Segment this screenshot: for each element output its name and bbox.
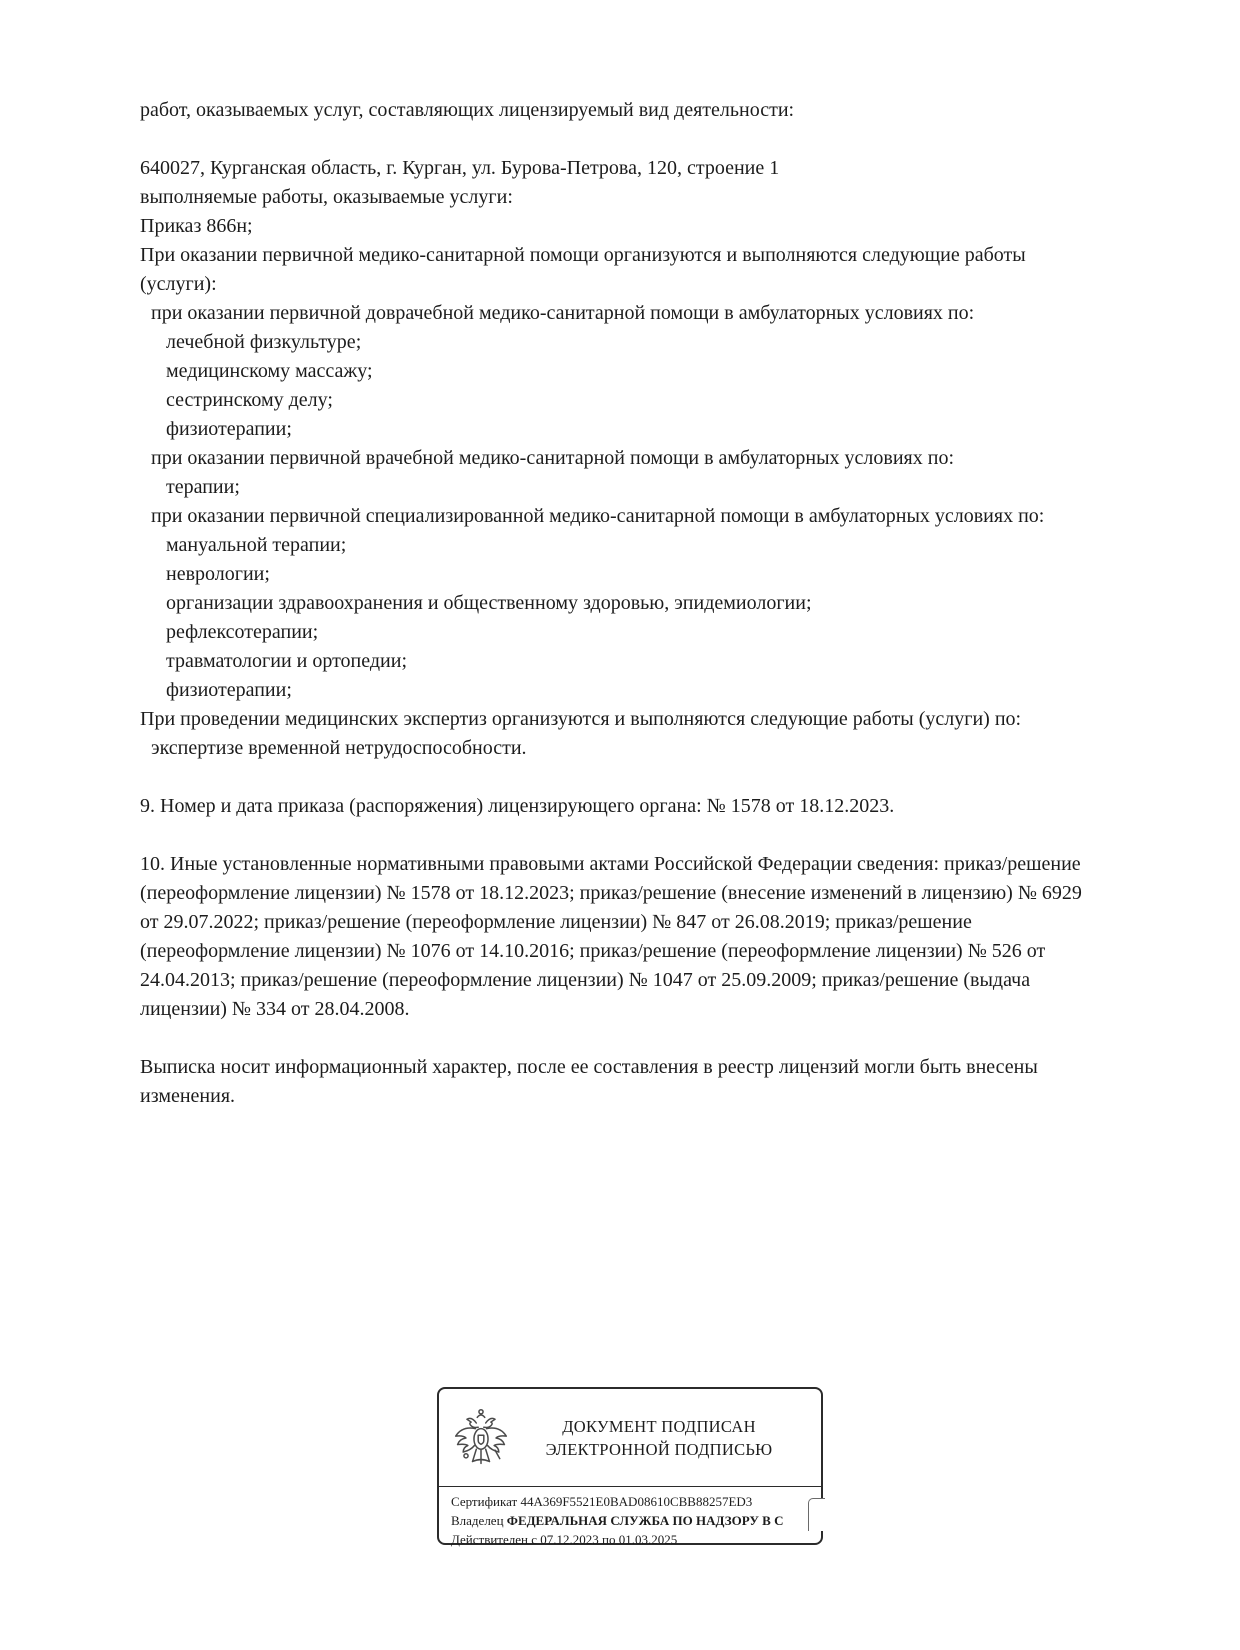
paragraph: 9. Номер и дата приказа (распоряжения) лицензирующего органа: № 1578 от 18.12.2023. bbox=[140, 795, 895, 817]
paragraph: экспертизе временной нетрудоспособности. bbox=[151, 737, 527, 759]
stamp-title-line1: ДОКУМЕНТ ПОДПИСАН bbox=[562, 1416, 756, 1436]
paragraph: выполняемые работы, оказываемые услуги: bbox=[140, 186, 513, 208]
paragraph: 640027, Курганская область, г. Курган, ул. Бурова-Петрова, 120, строение 1 bbox=[140, 157, 780, 179]
certificate-label: Сертификат bbox=[451, 1494, 518, 1509]
paragraph: физиотерапии; bbox=[166, 679, 292, 701]
stamp-header bbox=[439, 1389, 821, 1486]
owner-label: Владелец bbox=[451, 1513, 504, 1528]
paragraph: медицинскому массажу; bbox=[166, 360, 373, 382]
stamp-title bbox=[511, 1415, 813, 1461]
paragraph: терапии; bbox=[166, 476, 240, 498]
paragraph: травматологии и ортопедии; bbox=[166, 650, 408, 672]
paragraph: сестринскому делу; bbox=[166, 389, 333, 411]
validity-line: Действителен с 07.12.2023 по 01.03.2025 bbox=[451, 1532, 678, 1547]
paragraph: мануальной терапии; bbox=[166, 534, 347, 556]
paragraph: Выписка носит информационный характер, после ее составления в реестр лицензий могли быть внесены изменения. bbox=[140, 1056, 1038, 1107]
certificate-value: 44A369F5521E0BAD08610CBB88257ED3 bbox=[520, 1494, 753, 1509]
paragraph: Приказ 866н; bbox=[140, 215, 253, 237]
paragraph: при оказании первичной доврачебной медико-санитарной помощи в амбулаторных условиях по: bbox=[151, 302, 975, 324]
stamp-details bbox=[439, 1487, 821, 1549]
stamp-title-line2: ЭЛЕКТРОННОЙ ПОДПИСЬЮ bbox=[545, 1439, 773, 1459]
certificate-line bbox=[451, 1492, 821, 1511]
paragraph: организации здравоохранения и общественному здоровью, эпидемиологии; bbox=[166, 592, 812, 614]
paragraph: рефлексотерапии; bbox=[166, 621, 319, 643]
paragraph: 10. Иные установленные нормативными правовыми актами Российской Федерации сведения: приказ/решение (переоформление лицензии) № 1578 от 18.12.2023; приказ/решение (внесение изменений в лицензию) № 6929 от 29.07.2022; приказ/решение (переоформление лицензии) № 847 от 26.08.2019; приказ/решение (переоформление лицензии) № 1076 от 14.10.2016; приказ/решение (переоформление лицензии) № 526 от 24.04.2013; приказ/решение (переоформление лицензии) № 1047 от 25.09.2009; приказ/решение (выдача лицензии) № 334 от 28.04.2008. bbox=[140, 853, 1082, 1020]
signature-stamp bbox=[437, 1387, 823, 1545]
owner-value: ФЕДЕРАЛЬНАЯ СЛУЖБА ПО НАДЗОРУ В С bbox=[506, 1513, 784, 1528]
paragraph: при оказании первичной специализированной медико-санитарной помощи в амбулаторных условиях по: bbox=[151, 505, 1045, 527]
paragraph: При оказании первичной медико-санитарной помощи организуются и выполняются следующие работы (услуги): bbox=[140, 244, 1026, 295]
paragraph: лечебной физкультуре; bbox=[166, 331, 362, 353]
stamp-notch bbox=[808, 1498, 825, 1531]
paragraph: При проведении медицинских экспертиз организуются и выполняются следующие работы (услуги) по: bbox=[140, 708, 1022, 730]
paragraph: неврологии; bbox=[166, 563, 270, 585]
owner-line bbox=[451, 1511, 821, 1530]
paragraph: при оказании первичной врачебной медико-санитарной помощи в амбулаторных условиях по: bbox=[151, 447, 955, 469]
coat-of-arms-eagle-icon bbox=[451, 1407, 511, 1469]
paragraph: работ, оказываемых услуг, составляющих лицензируемый вид деятельности: bbox=[140, 99, 795, 121]
document-body bbox=[140, 96, 1105, 1111]
paragraph: физиотерапии; bbox=[166, 418, 292, 440]
